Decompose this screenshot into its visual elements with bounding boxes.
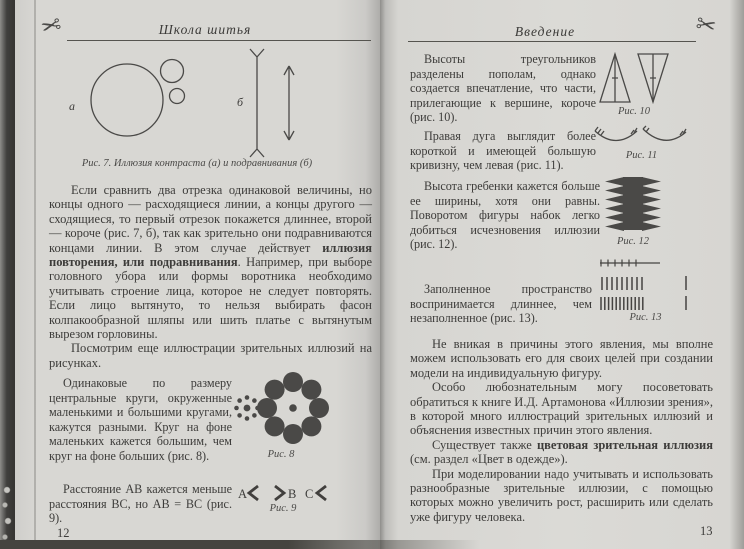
- left-page: [15, 0, 380, 549]
- double-arrow-line: [284, 66, 294, 140]
- small-circle: [170, 89, 185, 104]
- fig7-label-b: б: [237, 95, 244, 109]
- paragraph-text: Существует также: [432, 437, 537, 452]
- paragraph: При моделировании надо учитывать и использовать разнообразные зрительные иллюзии, с помощью которых можно увеличить рост, расширить или сделать уже фигуру человека.: [410, 466, 713, 524]
- paragraph-text: (см. раздел «Цвет в одежде»).: [410, 452, 568, 467]
- left-arc: [595, 131, 637, 141]
- figure-13-caption: Рис. 13: [629, 312, 662, 323]
- paragraph-text: . Например, при выборе головного убора или формы воротника необходимо учитывать строение лица, которое не следует повторять. Если лицо вытянуто, то нельзя выбирать фасон колпакообразной шляпы или шить платье с вытянутым вырезом горловины.: [49, 255, 372, 342]
- fig9-label-a: А: [238, 487, 248, 501]
- paragraph: Расстояние АВ кажется меньше расстояния ВС, но АВ = ВС (рис. 9).: [49, 482, 232, 526]
- paragraph-text: Если сравнить два отрезка одинаковой величины, но концы одного — расходящиеся линии, а концы другого — сходящиеся, то первый отрезок покажется длиннее, второй — короче (рис. 7, б), так как зрительно они подравниваются концами линии. В этом случае действует: [49, 183, 372, 255]
- large-circle: [91, 64, 163, 136]
- scissors-icon: ✂: [693, 9, 719, 41]
- paragraph: [410, 438, 713, 467]
- figure-9-caption: Рис. 9: [269, 503, 297, 514]
- medium-circle: [161, 60, 184, 83]
- chevron-left-icon: [249, 486, 258, 500]
- section-13-text: [410, 282, 592, 326]
- figure-11-illustration: [593, 125, 690, 151]
- comb-left-teeth: [605, 177, 624, 231]
- right-main-text: [410, 337, 713, 524]
- page-crease: [34, 0, 36, 549]
- ticked-line-row: [600, 260, 660, 267]
- paragraph: Правая дуга выглядит более короткой и имеющей большую кривизну, чем левая (рис. 11).: [410, 129, 596, 173]
- page-number-left: 12: [57, 526, 70, 540]
- figure-13-illustration: [598, 257, 693, 315]
- bottom-shadow: [0, 540, 480, 549]
- hatch-group-row: [602, 276, 686, 290]
- left-page-header: Школа шитья: [158, 22, 252, 37]
- section-11-text: [410, 129, 596, 173]
- chevron-right-icon: [275, 486, 284, 500]
- bold-term: иллюзия повторения, или подравнивания: [49, 240, 372, 270]
- comb-right-teeth: [642, 177, 661, 231]
- figure-10-caption: Рис. 10: [617, 106, 651, 117]
- section-12-text: [410, 179, 600, 252]
- paragraph: Высота гребенки кажется больше ее ширины, хотя они равны. Поворотом фигуры набок легко добиться исчезновения иллюзии (рис. 12).: [410, 179, 600, 252]
- chevron-left-icon: [317, 486, 326, 500]
- paragraph: Посмотрим еще иллюстрации зрительных иллюзий на рисунках.: [49, 341, 372, 370]
- paragraph: Особо любознательным могу посоветовать обратиться к книге И.Д. Артамонова «Иллюзии зрения», в которой много иллюстраций зрительных иллюзий и объяснения известных причин этого явления.: [410, 380, 713, 438]
- book-binding-edge: [0, 0, 15, 549]
- left-column-text: [49, 376, 232, 464]
- left-column-text: [49, 482, 232, 526]
- left-main-text: [49, 183, 372, 370]
- figure-12-illustration: [603, 176, 663, 232]
- left-header-rule: [67, 40, 371, 41]
- figure-8-caption: Рис. 8: [267, 449, 295, 460]
- fig7-label-a: а: [69, 99, 75, 113]
- bold-term: цветовая зрительная иллюзия: [536, 437, 713, 452]
- paragraph: Не вникая в причины этого явления, мы вполне можем использовать его для своих целей при создании модели на индивидуальную фигуру.: [410, 337, 713, 380]
- figure-7-caption: Рис. 7. Иллюзия контраста (а) и подравнивания (б): [81, 158, 313, 169]
- arc-hatching: [595, 127, 637, 135]
- figure-10-illustration: [598, 52, 670, 104]
- paragraph: Высоты треугольников разделены пополам, однако создается впечатление, что части, прилегающие к вершине, короче (рис. 10).: [410, 52, 596, 125]
- small-dot-ring: [234, 395, 260, 421]
- figure-11-caption: Рис. 11: [625, 150, 658, 161]
- fig9-label-c: С: [305, 487, 314, 501]
- forked-line: [250, 49, 264, 157]
- figure-12-caption: Рис. 12: [616, 236, 650, 247]
- paragraph: Заполненное пространство воспринимается длиннее, чем незаполненное (рис. 13).: [410, 282, 592, 326]
- right-header-rule: [408, 41, 696, 42]
- comb-body: [623, 177, 643, 230]
- figure-8-illustration: [229, 370, 333, 448]
- dense-hatch-row: [601, 296, 686, 310]
- scissors-icon: ✂: [37, 9, 65, 43]
- right-page-header: Введение: [514, 24, 576, 39]
- right-page: [380, 0, 744, 549]
- figure-7-illustration: [61, 48, 341, 160]
- paragraph: [49, 183, 372, 341]
- section-10-text: [410, 52, 596, 125]
- page-number-right: 13: [700, 524, 713, 538]
- figure-9-illustration: [237, 482, 329, 504]
- paragraph: Одинаковые по размеру центральные круги, окруженные маленькими и большими кругами, кажутся разными. Круг на фоне маленьких кажется большим, чем круг на фоне больших (рис. 8).: [49, 376, 232, 463]
- large-dot-ring: [257, 372, 329, 444]
- fig9-label-b: В: [288, 487, 297, 501]
